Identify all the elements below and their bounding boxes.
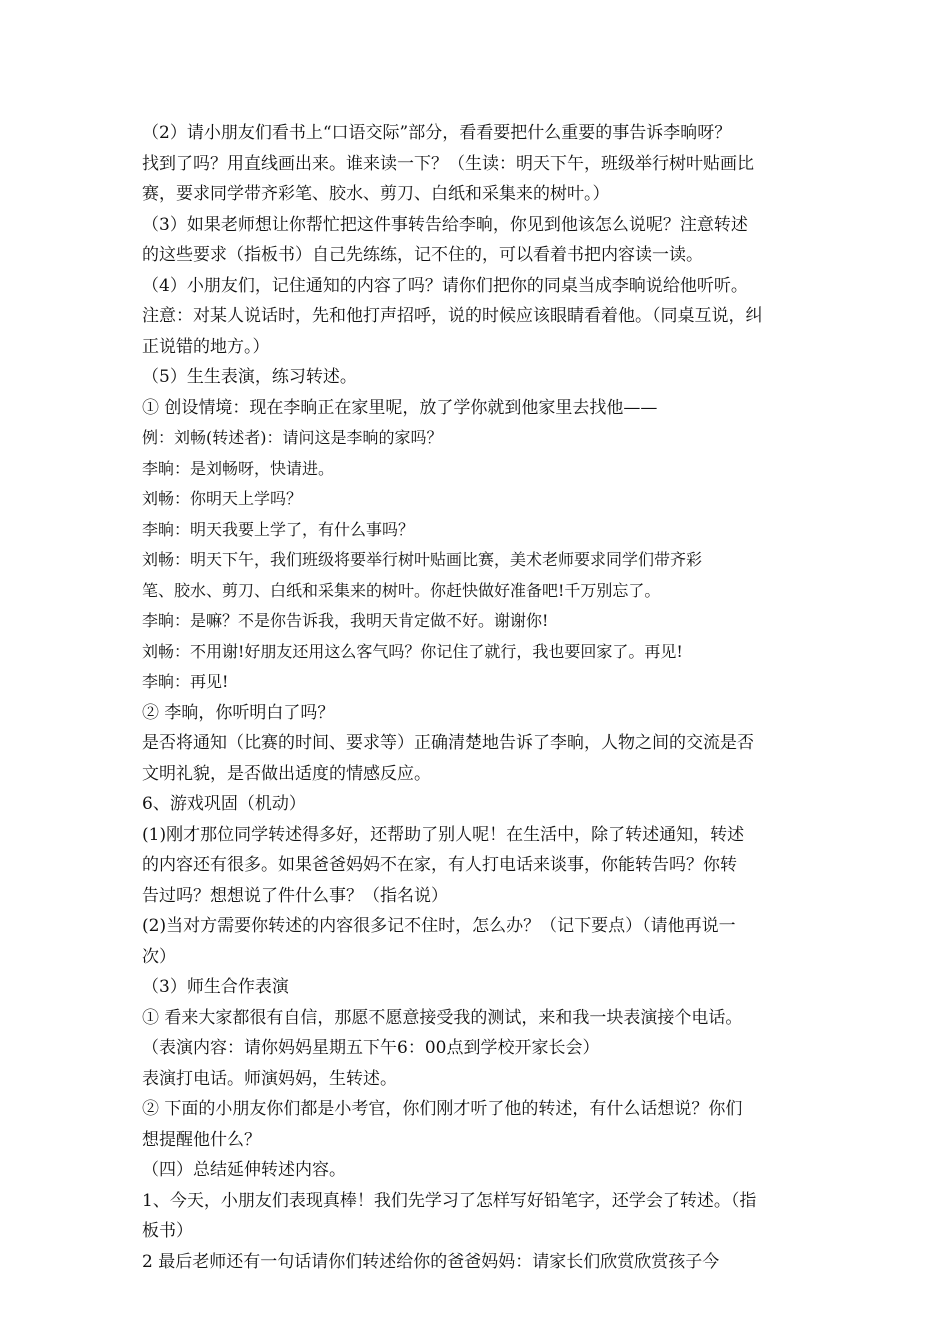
text-line: 想提醒他什么？	[142, 1129, 261, 1150]
text-line: (1)刚才那位同学转述得多好，还帮助了别人呢！在生活中，除了转述通知，转述	[142, 824, 745, 845]
text-line: 找到了吗？用直线画出来。谁来读一下？（生读：明天下午，班级举行树叶贴画比	[142, 153, 754, 174]
document-body	[142, 118, 822, 1277]
dialog-line: 刘畅：你明天上学吗？	[142, 489, 303, 508]
text-line: 的内容还有很多。如果爸爸妈妈不在家，有人打电话来谈事，你能转告吗？你转	[142, 855, 737, 875]
dialog-line: 笔、胶水、剪刀、白纸和采集来的树叶。你赶快做好准备吧!千万别忘了。	[142, 580, 661, 600]
dialog-line: 李晌：是嘛？不是你告诉我，我明天肯定做不好。谢谢你!	[142, 611, 549, 630]
text-line: 注意：对某人说话时，先和他打声招呼，说的时候应该眼睛看着他。（同桌互说，纠	[142, 306, 763, 326]
text-line: 1、今天，小朋友们表现真棒！我们先学习了怎样写好铅笔字，还学会了转述。（指	[142, 1190, 757, 1211]
dialog-line: 刘畅：明天下午，我们班级将要举行树叶贴画比赛，美术老师要求同学们带齐彩	[142, 550, 703, 569]
text-line: （表演内容：请你妈妈星期五下午6：00点到学校开家长会）	[142, 1038, 600, 1058]
text-line: ② 下面的小朋友你们都是小考官，你们刚才听了他的转述，有什么话想说？你们	[142, 1099, 743, 1119]
text-line: 表演打电话。师演妈妈，生转述。	[142, 1068, 397, 1089]
text-line: ① 创设情境：现在李晌正在家里呢，放了学你就到他家里去找他——	[142, 397, 658, 418]
text-line: （3）师生合作表演	[142, 977, 289, 997]
dialog-line: 李晌：是刘畅呀，快请进。	[142, 458, 335, 478]
dialog-line: 刘畅：不用谢!好朋友还用这么客气吗？你记住了就行，我也要回家了。再见!	[142, 641, 683, 661]
text-line: 板书）	[142, 1221, 193, 1241]
text-line: （3）如果老师想让你帮忙把这件事转告给李晌，你见到他该怎么说呢？注意转述	[142, 214, 748, 235]
text-line: 2 最后老师还有一句话请你们转述给你的爸爸妈妈：请家长们欣赏欣赏孩子今	[142, 1251, 720, 1272]
section-heading: （四）总结延伸转述内容。	[142, 1160, 346, 1180]
text-line: 赛，要求同学带齐彩笔、胶水、剪刀、白纸和采集来的树叶。）	[142, 184, 610, 204]
text-line: （2）请小朋友们看书上“口语交际”部分，看看要把什么重要的事告诉李晌呀？	[142, 123, 732, 143]
text-line: (2)当对方需要你转述的内容很多记不住时，怎么办？（记下要点）（请他再说一	[142, 916, 736, 936]
text-line: （5）生生表演，练习转述。	[142, 367, 357, 387]
dialog-line: 李晌：再见!	[142, 672, 229, 691]
text-line: 文明礼貌，是否做出适度的情感反应。	[142, 763, 431, 784]
text-line: 次）	[142, 946, 176, 967]
text-line: 正说错的地方。）	[142, 336, 270, 357]
text-line: （4）小朋友们，记住通知的内容了吗？请你们把你的同桌当成李晌说给他听听。	[142, 275, 748, 296]
text-line: ① 看来大家都很有自信，那愿不愿意接受我的测试，来和我一块表演接个电话。	[142, 1007, 743, 1028]
text-line: 的这些要求（指板书）自己先练练，记不住的，可以看着书把内容读一读。	[142, 245, 703, 265]
text-line: 告过吗？想想说了件什么事？（指名说）	[142, 885, 448, 906]
text-line: 是否将通知（比赛的时间、要求等）正确清楚地告诉了李晌，人物之间的交流是否	[142, 733, 754, 753]
dialog-line: 李晌：明天我要上学了，有什么事吗？	[142, 519, 415, 539]
text-line: ② 李晌，你听明白了吗？	[142, 702, 335, 723]
section-heading: 6、游戏巩固（机动）	[142, 794, 306, 814]
dialog-line: 例：刘畅(转述者)：请问这是李晌的家吗？	[142, 428, 443, 447]
